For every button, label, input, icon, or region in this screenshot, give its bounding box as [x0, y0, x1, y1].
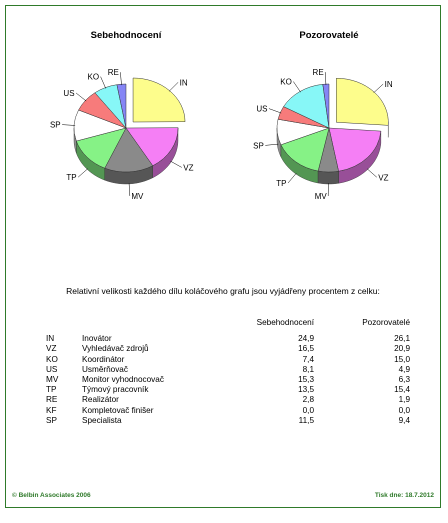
header-self: Sebehodnocení: [212, 318, 314, 334]
pie-label-re: RE: [108, 68, 119, 77]
pie-chart-self: [31, 56, 221, 221]
value-self: 16,5: [212, 344, 314, 354]
leader-line: [367, 169, 377, 178]
table-row: [46, 406, 410, 416]
role-code: SP: [46, 416, 82, 426]
role-code: TP: [46, 385, 82, 395]
leader-line: [129, 183, 130, 196]
role-code: IN: [46, 334, 82, 344]
pie-label-tp: TP: [276, 179, 286, 188]
value-observers: 15,0: [314, 355, 410, 365]
role-name: Vyhledávač zdrojů: [82, 344, 212, 354]
pie-slice-side-mv: [318, 171, 338, 184]
leader-line: [265, 144, 278, 145]
table-row: [46, 385, 410, 395]
leader-line: [269, 109, 281, 113]
pie-label-tp: TP: [66, 173, 76, 182]
role-name: Specialista: [82, 416, 212, 426]
value-self: 24,9: [212, 334, 314, 344]
role-table: [46, 318, 410, 426]
pie-title-self: Sebehodnocení: [36, 30, 216, 41]
role-name: Usměrňovač: [82, 365, 212, 375]
print-date: Tisk dne: 18.7.2012: [375, 492, 434, 499]
role-code: VZ: [46, 344, 82, 354]
leader-line: [62, 125, 75, 126]
role-name: Kompletovač finišer: [82, 406, 212, 416]
table-row: [46, 375, 410, 385]
value-self: 11,5: [212, 416, 314, 426]
pie-label-ko: KO: [280, 78, 292, 87]
table-header-row: [46, 318, 410, 334]
value-self: 15,3: [212, 375, 314, 385]
header-observers: Pozorovatelé: [314, 318, 410, 334]
value-observers: 4,9: [314, 365, 410, 375]
pie-slice-in: [133, 78, 185, 122]
pie-label-us: US: [63, 89, 74, 98]
pie-label-ko: KO: [88, 73, 100, 82]
value-observers: 1,9: [314, 395, 410, 405]
value-self: 8,1: [212, 365, 314, 375]
value-observers: 20,9: [314, 344, 410, 354]
pie-label-in: IN: [385, 80, 393, 89]
table-row: [46, 355, 410, 365]
role-code: KF: [46, 406, 82, 416]
table-body: [46, 334, 410, 426]
pie-label-re: RE: [313, 68, 324, 77]
pie-chart-observers: [234, 56, 424, 221]
value-observers: 26,1: [314, 334, 410, 344]
table-row: [46, 395, 410, 405]
leader-line: [78, 169, 88, 178]
leader-line: [169, 82, 178, 91]
report-page: [5, 5, 441, 508]
value-observers: 15,4: [314, 385, 410, 395]
pie-label-sp: SP: [50, 121, 61, 130]
table-row: [46, 344, 410, 354]
pie-title-observers: Pozorovatelé: [239, 30, 419, 41]
role-name: Monitor vyhodnocovač: [82, 375, 212, 385]
leader-line: [76, 93, 86, 101]
value-observers: 9,4: [314, 416, 410, 426]
copyright-text: © Belbin Associates 2006: [12, 492, 91, 499]
pie-label-sp: SP: [253, 141, 264, 150]
role-name: Koordinátor: [82, 355, 212, 365]
leader-line: [374, 84, 384, 93]
leader-line: [325, 72, 326, 85]
leader-line: [170, 161, 181, 167]
role-code: RE: [46, 395, 82, 405]
table-row: [46, 334, 410, 344]
value-self: 2,8: [212, 395, 314, 405]
value-observers: 6,3: [314, 375, 410, 385]
role-name: Inovátor: [82, 334, 212, 344]
leader-line: [101, 77, 106, 89]
table-row: [46, 365, 410, 375]
leader-line: [288, 173, 296, 183]
pie-label-mv: MV: [131, 192, 144, 201]
value-self: 13,5: [212, 385, 314, 395]
chart-description: Relativní velikosti každého dílu koláčového grafu jsou vyjádřeny procentem z celku:: [6, 286, 440, 296]
leader-line: [293, 82, 300, 93]
header-name: [82, 318, 212, 334]
pie-label-vz: VZ: [378, 173, 388, 182]
value-self: 7,4: [212, 355, 314, 365]
pie-slice-in: [336, 78, 388, 125]
pie-label-vz: VZ: [183, 163, 193, 172]
role-code: MV: [46, 375, 82, 385]
leader-line: [120, 72, 121, 85]
table-row: [46, 416, 410, 426]
header-code: [46, 318, 82, 334]
value-self: 0,0: [212, 406, 314, 416]
pie-label-in: IN: [180, 78, 188, 87]
role-code: US: [46, 365, 82, 375]
role-code: KO: [46, 355, 82, 365]
pie-label-us: US: [256, 105, 267, 114]
pie-label-mv: MV: [315, 192, 328, 201]
role-name: Realizátor: [82, 395, 212, 405]
role-name: Týmový pracovník: [82, 385, 212, 395]
value-observers: 0,0: [314, 406, 410, 416]
